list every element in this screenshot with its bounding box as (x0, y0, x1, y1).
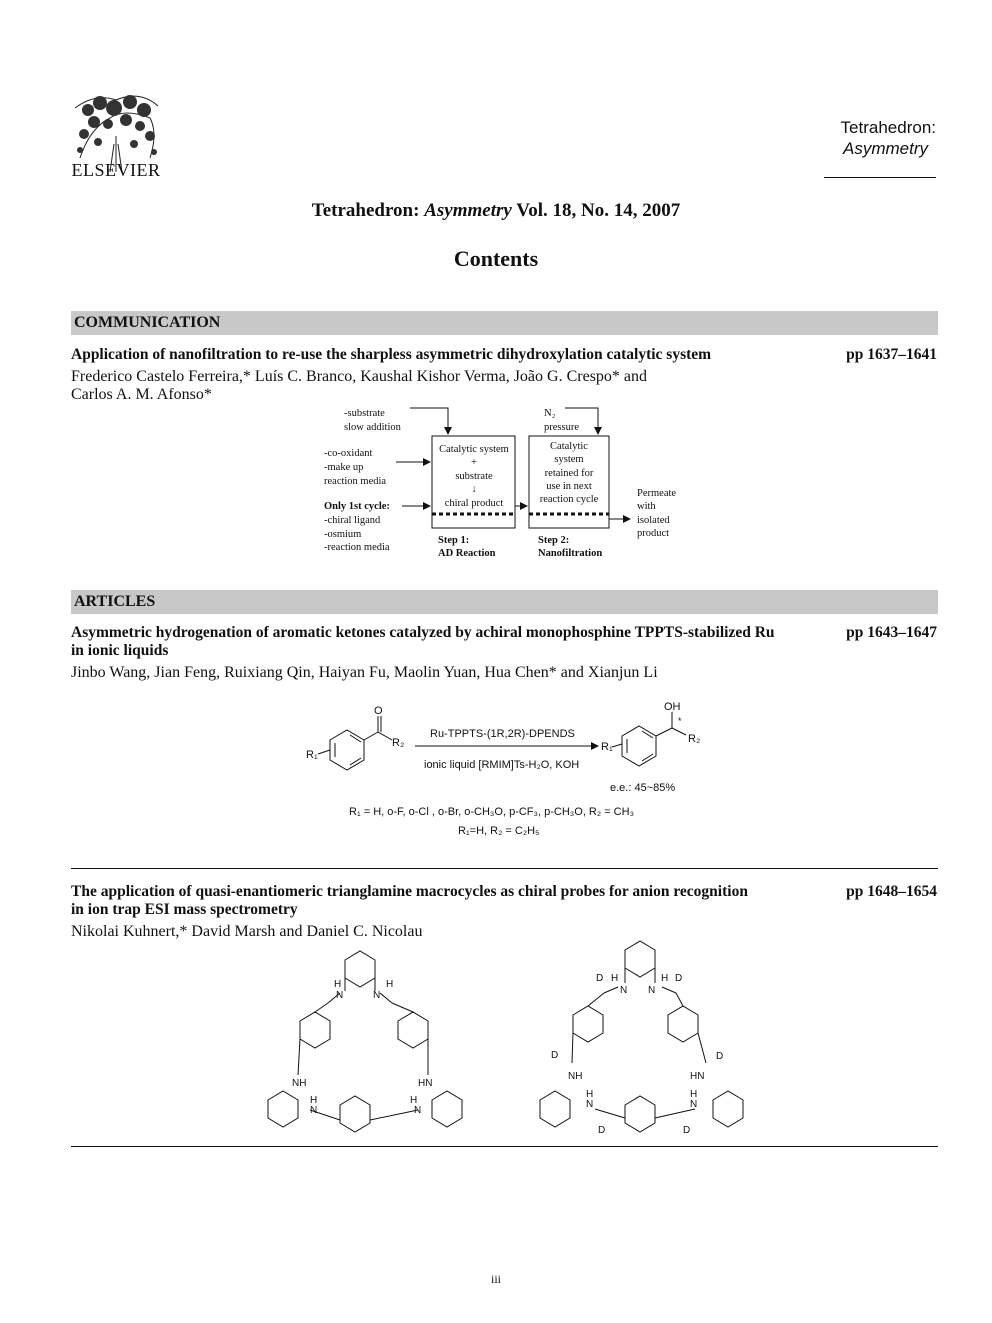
entry-3-title[interactable] (71, 883, 821, 919)
cyclohexane-right-br (713, 1091, 743, 1127)
permeate-3: isolated (637, 515, 670, 526)
h-label-r5: H (586, 1089, 594, 1100)
h-label-3: H (310, 1095, 318, 1106)
h-label-1: H (334, 979, 342, 990)
permeate-2: with (637, 501, 656, 512)
cyclohexane-top-left (345, 951, 375, 987)
entry-2-title[interactable] (71, 624, 821, 660)
h-label-4: H (410, 1095, 418, 1106)
permeate-4: product (637, 528, 670, 539)
entry-1-authors-line1: Frederico Castelo Ferreira,* Luís C. Branco, Kaushal Kishor Verma, João G. Crespo* and (71, 368, 648, 385)
box2-line4: use in next (546, 481, 592, 492)
hn-label-r4: HN (690, 1071, 705, 1082)
benzene-right-1 (573, 1006, 603, 1042)
diag-reaction-media-2: -reaction media (324, 542, 390, 553)
n-label-r6: N (690, 1099, 698, 1110)
nh-label-1: N (336, 990, 344, 1001)
reagent-bottom: ionic liquid [RMIM]Ts-H₂O, KOH (424, 759, 580, 771)
diag-reaction-media: reaction media (324, 476, 387, 487)
diag-substrate: -substrate (344, 408, 385, 419)
alcohol-oh: OH (664, 701, 681, 713)
d-label-4: D (716, 1051, 724, 1062)
cyclohexane-bottom-right (432, 1091, 462, 1127)
issue-suffix: Vol. 18, No. 14, 2007 (511, 200, 681, 221)
r2-label-1: R₂ (392, 737, 405, 749)
r2-label-2: R₂ (688, 733, 701, 745)
section-articles: ARTICLES (71, 590, 938, 614)
n-label-3: N (310, 1105, 318, 1116)
page-number: iii (490, 1272, 501, 1286)
substituents-line2: R₁=H, R₂ = C₂H₅ (458, 825, 540, 837)
diag-make-up: -make up (324, 462, 364, 473)
diag-osmium: -osmium (324, 529, 362, 540)
box1-line2: + (471, 457, 477, 468)
box1-line3: substrate (455, 471, 493, 482)
diag-first-cycle: Only 1st cycle: (324, 501, 390, 512)
benzene-right-bottom (625, 1096, 655, 1132)
benzene-right-upper (398, 1012, 428, 1048)
box2-line3: retained for (544, 468, 594, 479)
h-label-r2: H (661, 973, 669, 984)
benzene-left-upper (300, 1012, 330, 1048)
entry-2-authors: Jinbo Wang, Jian Feng, Ruixiang Qin, Haiyan Fu, Maolin Yuan, Hua Chen* and Xianjun Li (71, 664, 658, 681)
cyclohexane-top-right (625, 941, 655, 977)
journal-name-block (796, 117, 936, 159)
entry-1-pages: pp 1637–1641 (846, 346, 937, 363)
entry-1-authors-line2: Carlos A. M. Afonso* (71, 386, 212, 403)
d-label-5: D (598, 1125, 606, 1136)
d-label-6: D (683, 1125, 691, 1136)
issue-italic: Asymmetry (424, 200, 512, 221)
stereocenter-star: * (678, 716, 682, 726)
entry-3-pages: pp 1648–1654 (846, 883, 937, 900)
section-communication: COMMUNICATION (71, 311, 938, 335)
publisher-logo-text: ELSEVIER (71, 160, 161, 180)
ee-value: e.e.: 45~85% (610, 782, 676, 794)
entry-divider-1 (71, 868, 938, 869)
hydrogenation-scheme (0, 698, 992, 848)
entry-divider-2 (71, 1146, 938, 1147)
d-label-3: D (551, 1050, 559, 1061)
diag-co-oxidant: -co-oxidant (324, 448, 373, 459)
n-label-4: N (414, 1105, 422, 1116)
page-title: Contents (453, 246, 539, 271)
box2-line1: Catalytic (550, 441, 588, 452)
journal-subname: Asymmetry (843, 139, 928, 158)
n-label-r2: N (648, 985, 656, 996)
r1-label-1: R₁ (306, 749, 318, 761)
step1-name: AD Reaction (438, 548, 496, 559)
entry-2-title-line2: in ionic liquids (71, 642, 169, 659)
benzene-bottom (340, 1096, 370, 1132)
hn-label-4: HN (418, 1078, 433, 1089)
d-label-1: D (596, 973, 604, 984)
cyclohexane-bottom-left (268, 1091, 298, 1127)
h-label-r1: H (611, 973, 619, 984)
journal-name: Tetrahedron: (840, 118, 936, 137)
issue-line (0, 200, 992, 222)
r1-label-2: R₁ (601, 741, 613, 753)
nh-label-2: N (373, 990, 381, 1001)
entry-1-title[interactable]: Application of nanofiltration to re-use the sharpless asymmetric dihydroxylation catalytic system (71, 346, 712, 363)
step1-label: Step 1: (438, 535, 470, 546)
box1-line4: ↓ (471, 484, 477, 495)
journal-rule (824, 177, 936, 178)
entry-2-title-line1: Asymmetric hydrogenation of aromatic ketones catalyzed by achiral monophosphine TPPTS-stabilized Ru (71, 624, 775, 641)
n-label-r1: N (620, 985, 628, 996)
box2-line2: system (554, 454, 584, 465)
nh-label-r3: NH (568, 1071, 583, 1082)
n-label-r5: N (586, 1099, 594, 1110)
diag-pressure: pressure (544, 422, 579, 433)
h-label-2: H (386, 979, 394, 990)
reagent-top: Ru-TPPTS-(1R,2R)-DPENDS (430, 728, 575, 740)
h-label-r6: H (690, 1089, 698, 1100)
entry-3-authors: Nikolai Kuhnert,* David Marsh and Daniel C. Nicolau (71, 923, 423, 940)
d-label-2: D (675, 973, 683, 984)
permeate-1: Permeate (637, 488, 677, 499)
entry-2-pages: pp 1643–1647 (846, 624, 937, 641)
cyclohexane-right-bl (540, 1091, 570, 1127)
entry-3-title-line2: in ion trap ESI mass spectrometry (71, 901, 298, 918)
nanofiltration-diagram (0, 400, 992, 570)
trianglamine-macrocycles (0, 935, 992, 1140)
step2-label: Step 2: (538, 535, 570, 546)
box1-line5: chiral product (444, 498, 504, 509)
diag-n2: N₂ (544, 408, 556, 419)
benzene-right-2 (668, 1006, 698, 1042)
entry-3-title-line1: The application of quasi-enantiomeric trianglamine macrocycles as chiral probes for anion recognition (71, 883, 748, 900)
diag-slow-addition: slow addition (344, 422, 401, 433)
box1-line1: Catalytic system (439, 444, 509, 455)
substituents-line1: R₁ = H, o-F, o-Cl , o-Br, o-CH₃O, p-CF₃, p-CH₃O, R₂ = CH₃ (349, 806, 635, 818)
diag-chiral-ligand: -chiral ligand (324, 515, 381, 526)
step2-name: Nanofiltration (538, 548, 603, 559)
box2-line5: reaction cycle (539, 494, 599, 505)
nh-label-3: NH (292, 1078, 307, 1089)
issue-prefix: Tetrahedron: (311, 200, 425, 221)
ketone-o: O (374, 705, 383, 717)
